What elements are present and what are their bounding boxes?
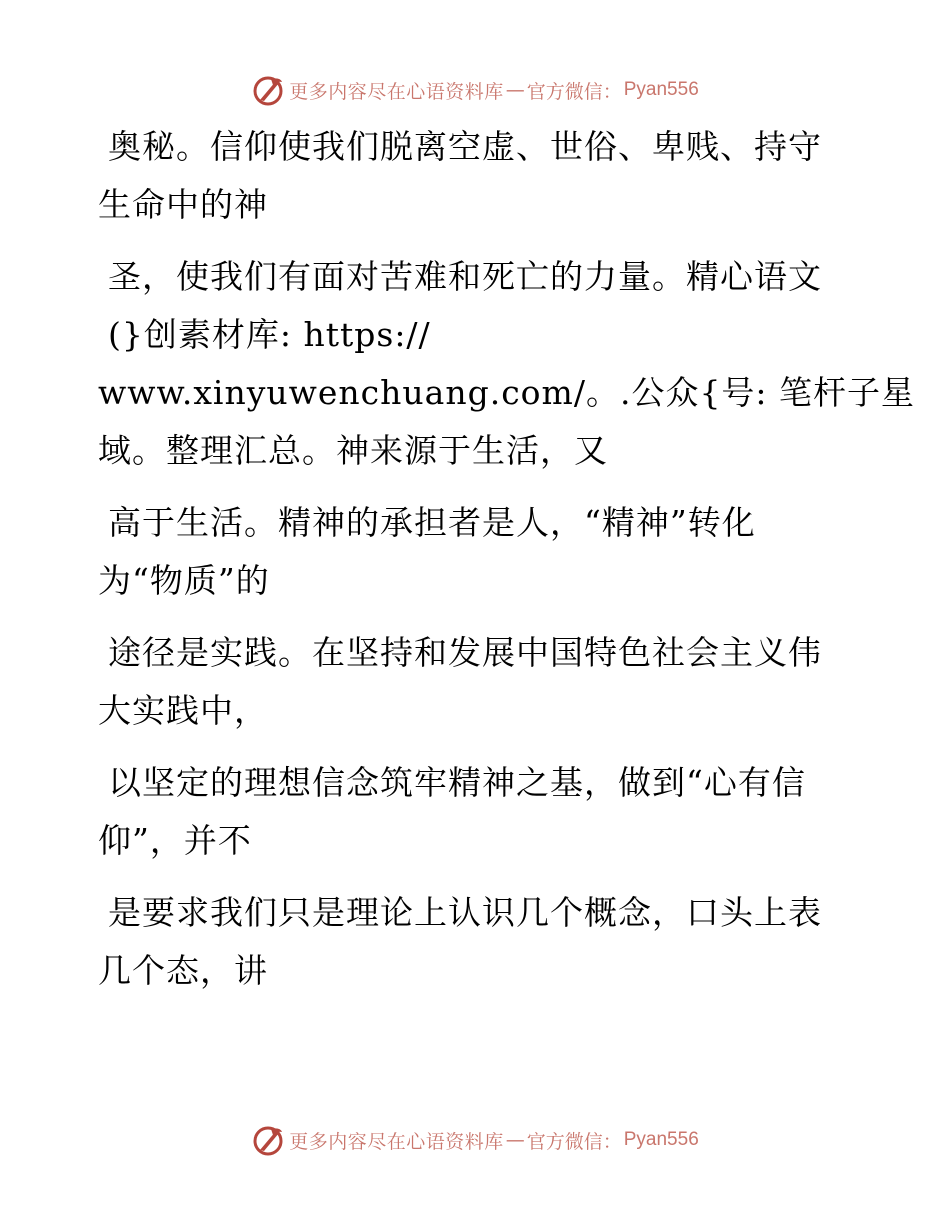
- text-line: www.xinyuwenchuang.com/。.公众{号: 笔杆子星: [98, 373, 916, 412]
- quill-circle-icon: [251, 73, 285, 107]
- quill-circle-icon: [251, 1123, 285, 1157]
- watermark-text: 更多内容尽在心语资料库: [289, 80, 504, 103]
- text-line: 大实践中，: [98, 691, 268, 730]
- footer-watermark: [0, 1120, 950, 1160]
- text-line: 是要求我们只是理论上认识几个概念，口头上表: [108, 893, 822, 932]
- watermark-label: 官方微信：: [526, 1130, 622, 1153]
- text-line: 奥秘。信仰使我们脱离空虚、世俗、卑贱、持守: [108, 127, 822, 166]
- watermark-dash: —: [505, 1129, 525, 1151]
- paragraph: [98, 754, 858, 870]
- text-line: 生命中的神: [98, 185, 268, 224]
- text-line: 几个态，讲: [98, 951, 268, 990]
- paragraph: [98, 494, 858, 610]
- watermark-wechat-id: Pyan556: [623, 1129, 699, 1150]
- header-watermark: [0, 70, 950, 110]
- paragraph: [98, 248, 916, 480]
- watermark-label: 官方微信：: [526, 80, 622, 103]
- text-line: 高于生活。精神的承担者是人，“精神”转化: [108, 503, 756, 542]
- paragraph: [98, 118, 858, 234]
- text-line: 域。整理汇总。神来源于生活，又: [98, 431, 608, 470]
- text-line: (}创素材库: https://: [108, 315, 431, 354]
- paragraph: [98, 624, 858, 740]
- watermark-dash: —: [505, 79, 525, 101]
- watermark-text: 更多内容尽在心语资料库: [289, 1130, 504, 1153]
- paragraph: [98, 884, 858, 1000]
- watermark-wechat-id: Pyan556: [623, 79, 699, 100]
- document-body: [98, 118, 916, 1014]
- text-line: 途径是实践。在坚持和发展中国特色社会主义伟: [108, 633, 822, 672]
- text-line: 仰”，并不: [98, 821, 252, 860]
- text-line: 以坚定的理想信念筑牢精神之基，做到“心有信: [108, 763, 806, 802]
- text-line: 圣，使我们有面对苦难和死亡的力量。精心语文: [108, 257, 822, 296]
- text-line: 为“物质”的: [98, 561, 270, 600]
